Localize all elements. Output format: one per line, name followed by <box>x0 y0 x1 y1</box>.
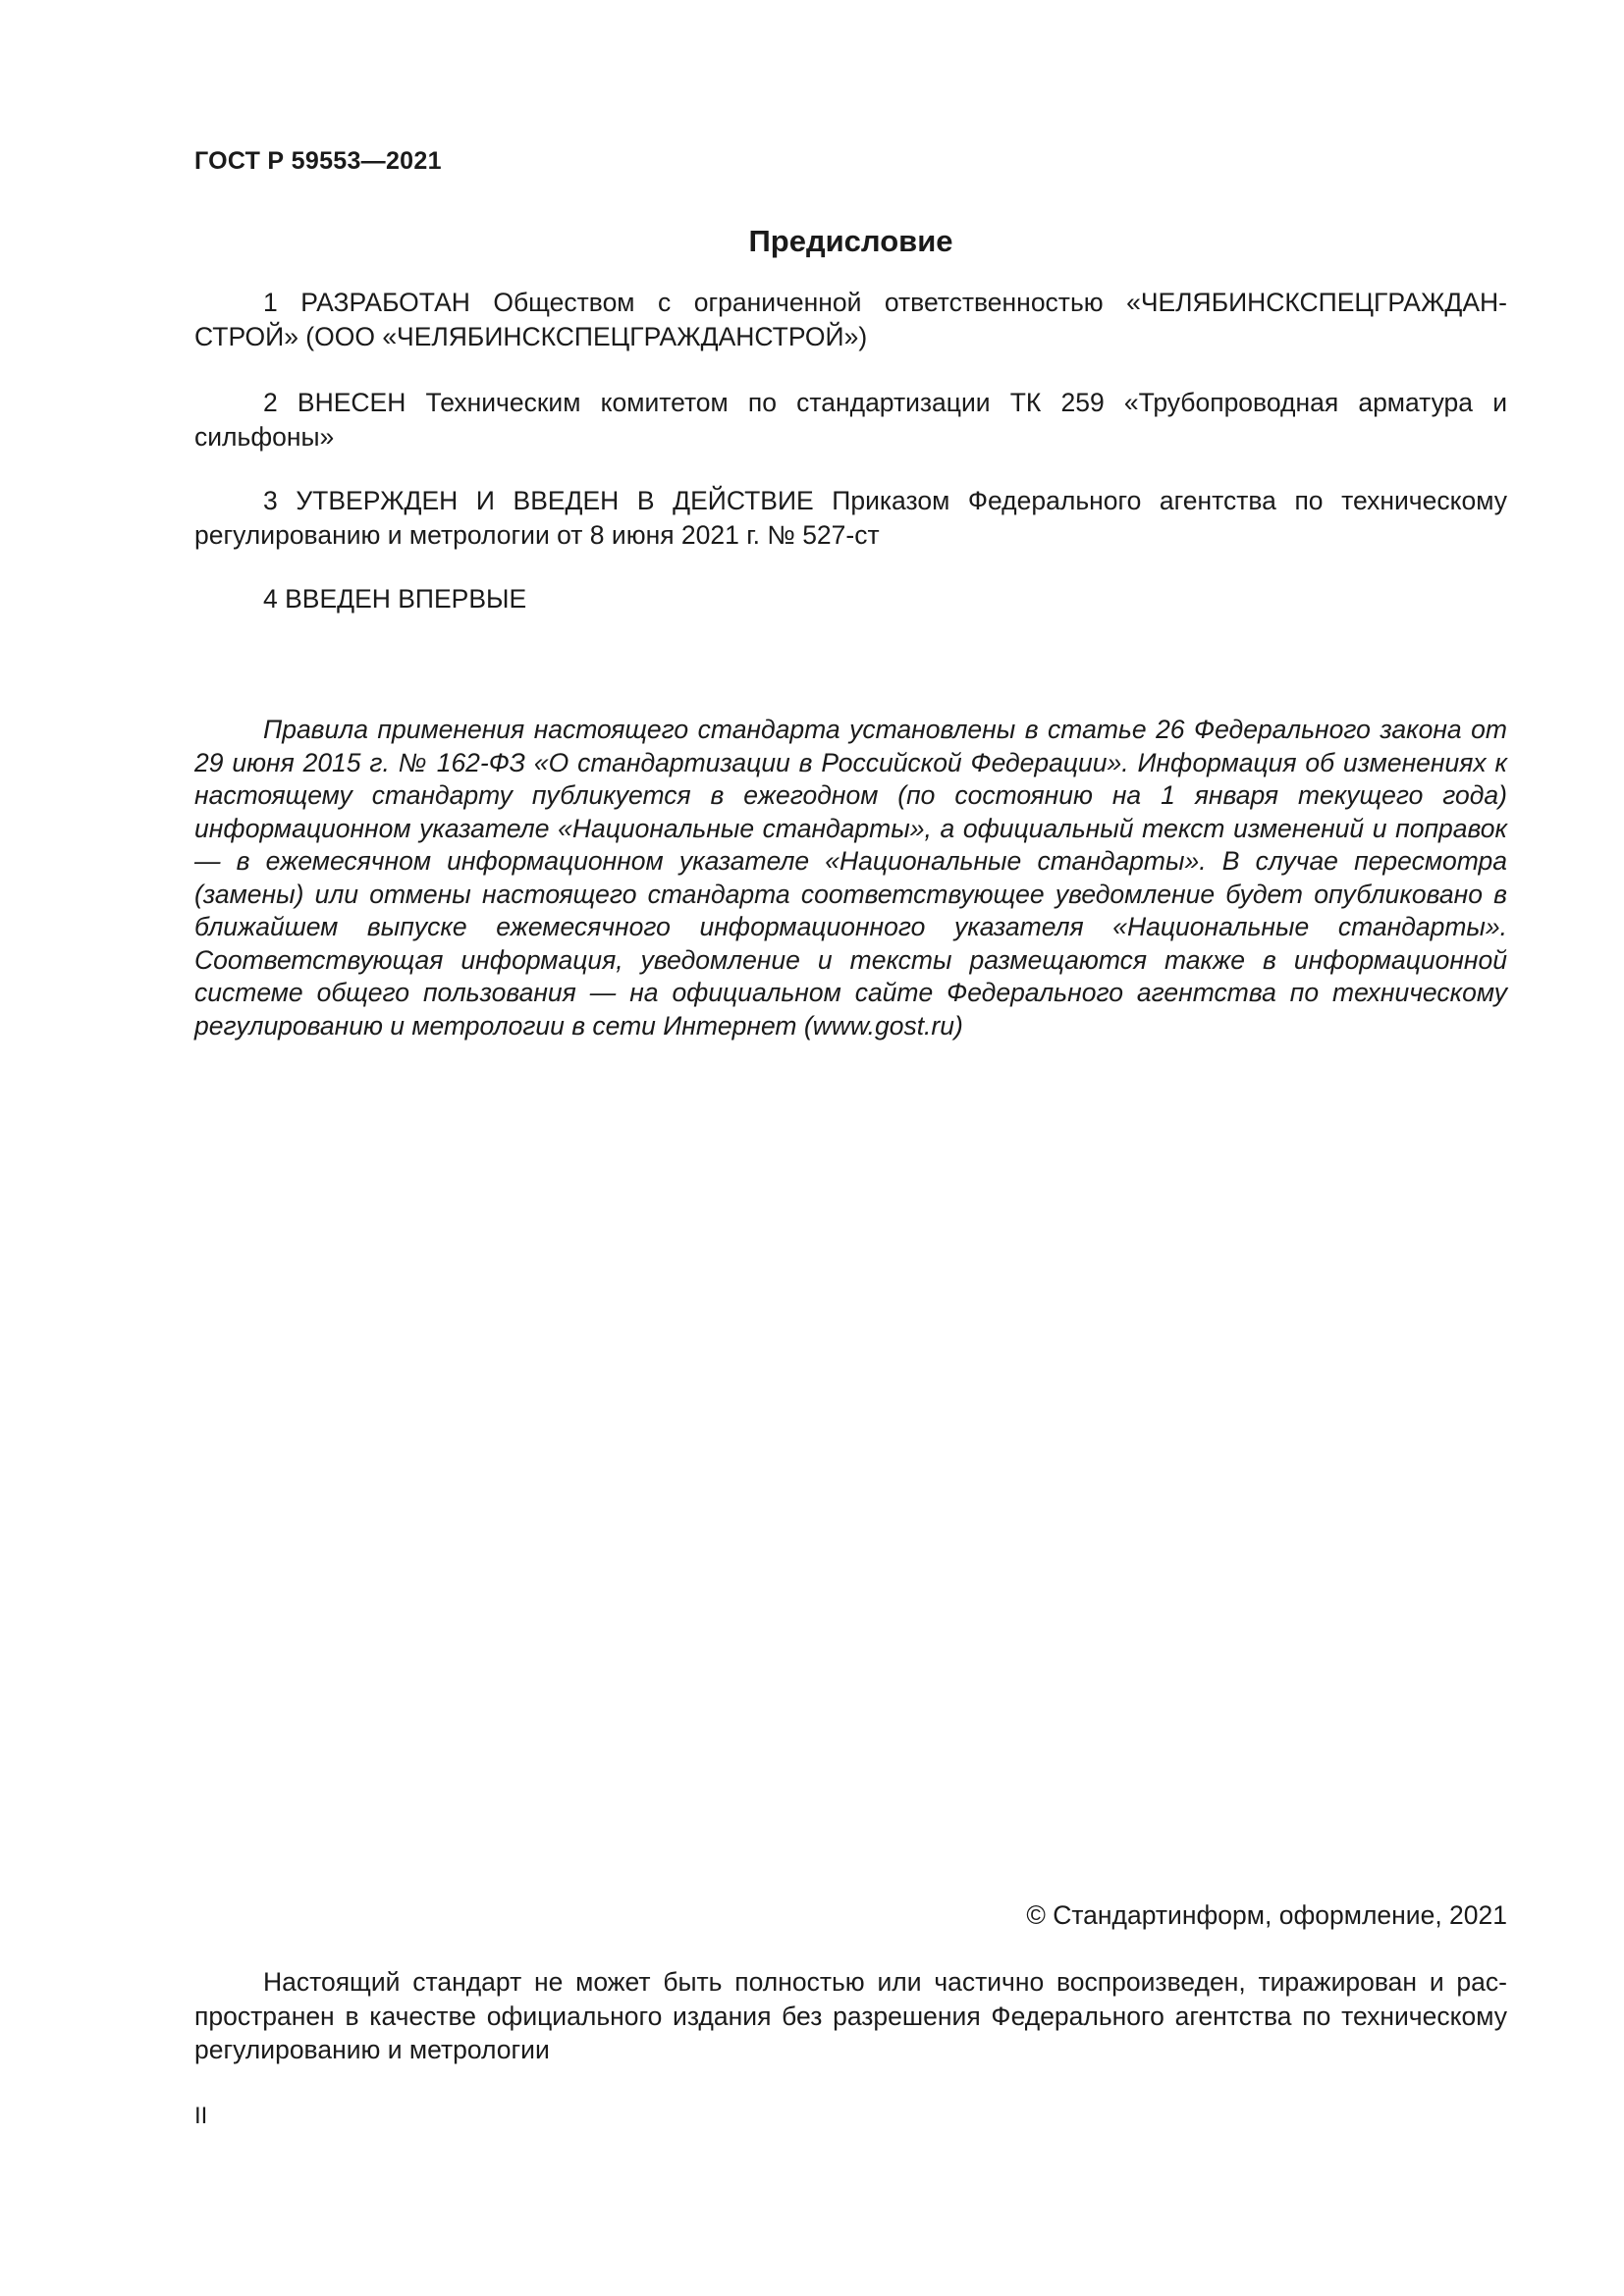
application-rules-notice: Правила применения настоящего стандарта установлены в статье 26 Федерального закона от 29 июня 2015 г. № 162-ФЗ «О стандартизации в Российской Федерации». Информация об изменениях к настоящему стандарту публикуется в ежегодном (по состоянию на 1 января текущего года) информационном указателе «Национальные стандарты», а официальный текст изменений и поправок — в ежемесячном информационном указателе «Национальные стандарты». В случае пересмотра (замены) или отмены настоящего стандарта соответствующее уведомление будет опубликовано в ближайшем выпуске ежемесячного информационного указателя «Национальные стандарты». Соответствующая информация, уведомление и тексты размещаются также в информационной системе общего пользования — на официальном сайте Федерального агентства по техническому регулированию и метрологии в сети Интернет (www.gost.ru) <box>194 715 1507 1041</box>
page-title: Предисловие <box>748 224 953 258</box>
foreword-item-3: 3 УТВЕРЖДЕН И ВВЕДЕН В ДЕЙСТВИЕ Приказом Федерального агентства по техническому регулированию и метрологии от 8 июня 2021 г. № 527-ст <box>194 486 1507 550</box>
foreword-item-1: 1 РАЗРАБОТАН Обществом с ограниченной ответственностью «ЧЕЛЯБИНСКСПЕЦГРАЖДАНСТРОЙ» (ООО «ЧЕЛЯБИНСКСПЕЦГРАЖДАНСТРОЙ») <box>194 288 1507 351</box>
page-number: II <box>194 2103 208 2129</box>
document-code-header: ГОСТ Р 59553—2021 <box>194 147 442 175</box>
foreword-item-2: 2 ВНЕСЕН Техническим комитетом по стандартизации ТК 259 «Трубопроводная арматура и сильфоны» <box>194 388 1507 452</box>
copyright-line: © Стандартинформ, оформление, 2021 <box>1026 1900 1507 1930</box>
reproduction-rights-text: Настоящий стандарт не может быть полностью или частично воспроизведен, тиражирован и распространен в качестве официального издания без разрешения Федерального агентства по техническому регулированию и метрологии <box>194 1967 1507 2064</box>
foreword-item-4: 4 ВВЕДЕН ВПЕРВЫЕ <box>263 584 527 614</box>
